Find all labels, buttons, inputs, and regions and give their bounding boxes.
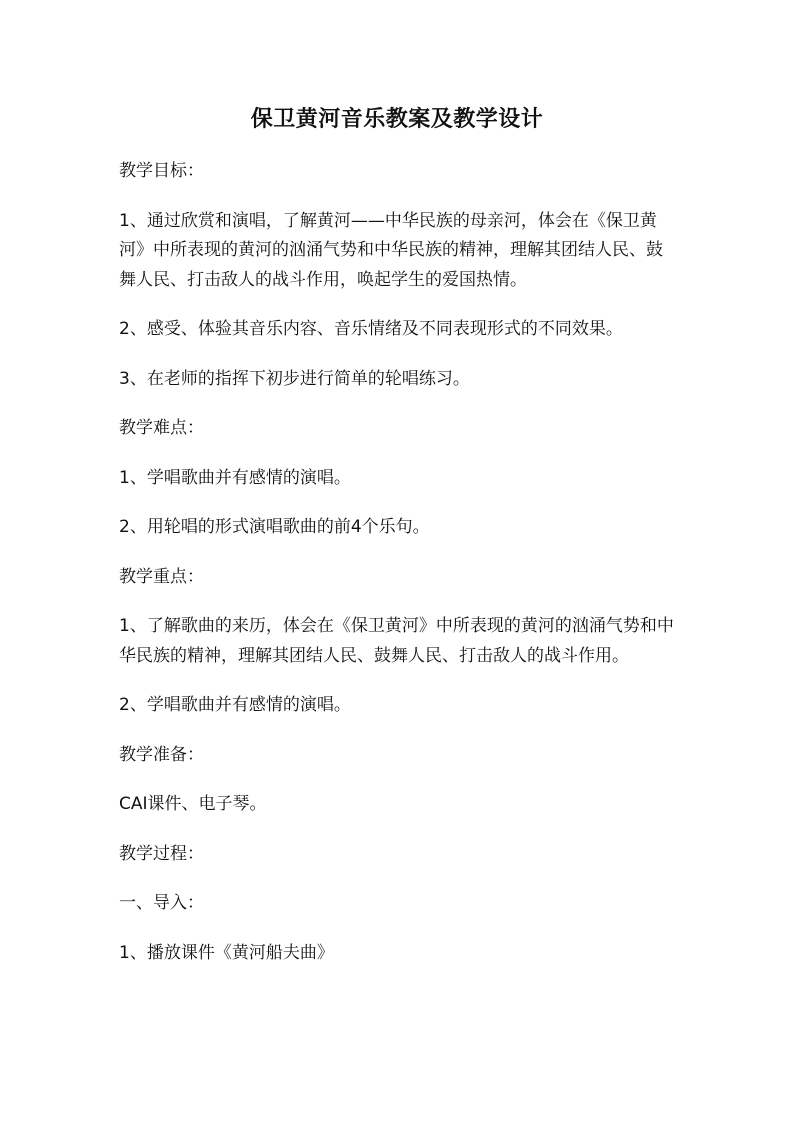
section-heading-key-points: 教学重点： [119, 566, 204, 587]
key-point-item-1: 1、了解歌曲的来历，体会在《保卫黄河》中所表现的黄河的汹涌气势和中华民族的精神，理解其团结人民、鼓舞人民、打击敌人的战斗作用。 [119, 616, 674, 666]
document-body [119, 157, 679, 988]
objective-item-2: 2、感受、体验其音乐内容、音乐情绪及不同表现形式的不同效果。 [119, 319, 623, 339]
difficulty-item-2: 2、用轮唱的形式演唱歌曲的前4个乐句。 [119, 517, 430, 537]
preparation-item: CAI课件、电子琴。 [119, 794, 267, 814]
section-heading-preparation: 教学准备： [119, 744, 204, 765]
process-step-intro: 一、导入： [119, 893, 204, 913]
objective-item-3: 3、在老师的指挥下初步进行简单的轮唱练习。 [119, 368, 470, 389]
process-item-1: 1、播放课件《黄河船夫曲》 [119, 942, 334, 963]
key-point-item-2: 2、学唱歌曲并有感情的演唱。 [119, 695, 351, 715]
section-heading-difficulties: 教学难点： [119, 418, 204, 438]
section-heading-process: 教学过程： [119, 843, 204, 864]
difficulty-item-1: 1、学唱歌曲并有感情的演唱。 [119, 467, 351, 488]
objective-item-1: 1、通过欣赏和演唱，了解黄河——中华民族的母亲河，体会在《保卫黄河》中所表现的黄河的汹涌气势和中华民族的精神，理解其团结人民、鼓舞人民、打击敌人的战斗作用，唤起学生的爱国热情。 [119, 210, 663, 290]
section-heading-objectives: 教学目标： [119, 161, 204, 181]
document-title: 保卫黄河音乐教案及教学设计 [250, 107, 544, 132]
